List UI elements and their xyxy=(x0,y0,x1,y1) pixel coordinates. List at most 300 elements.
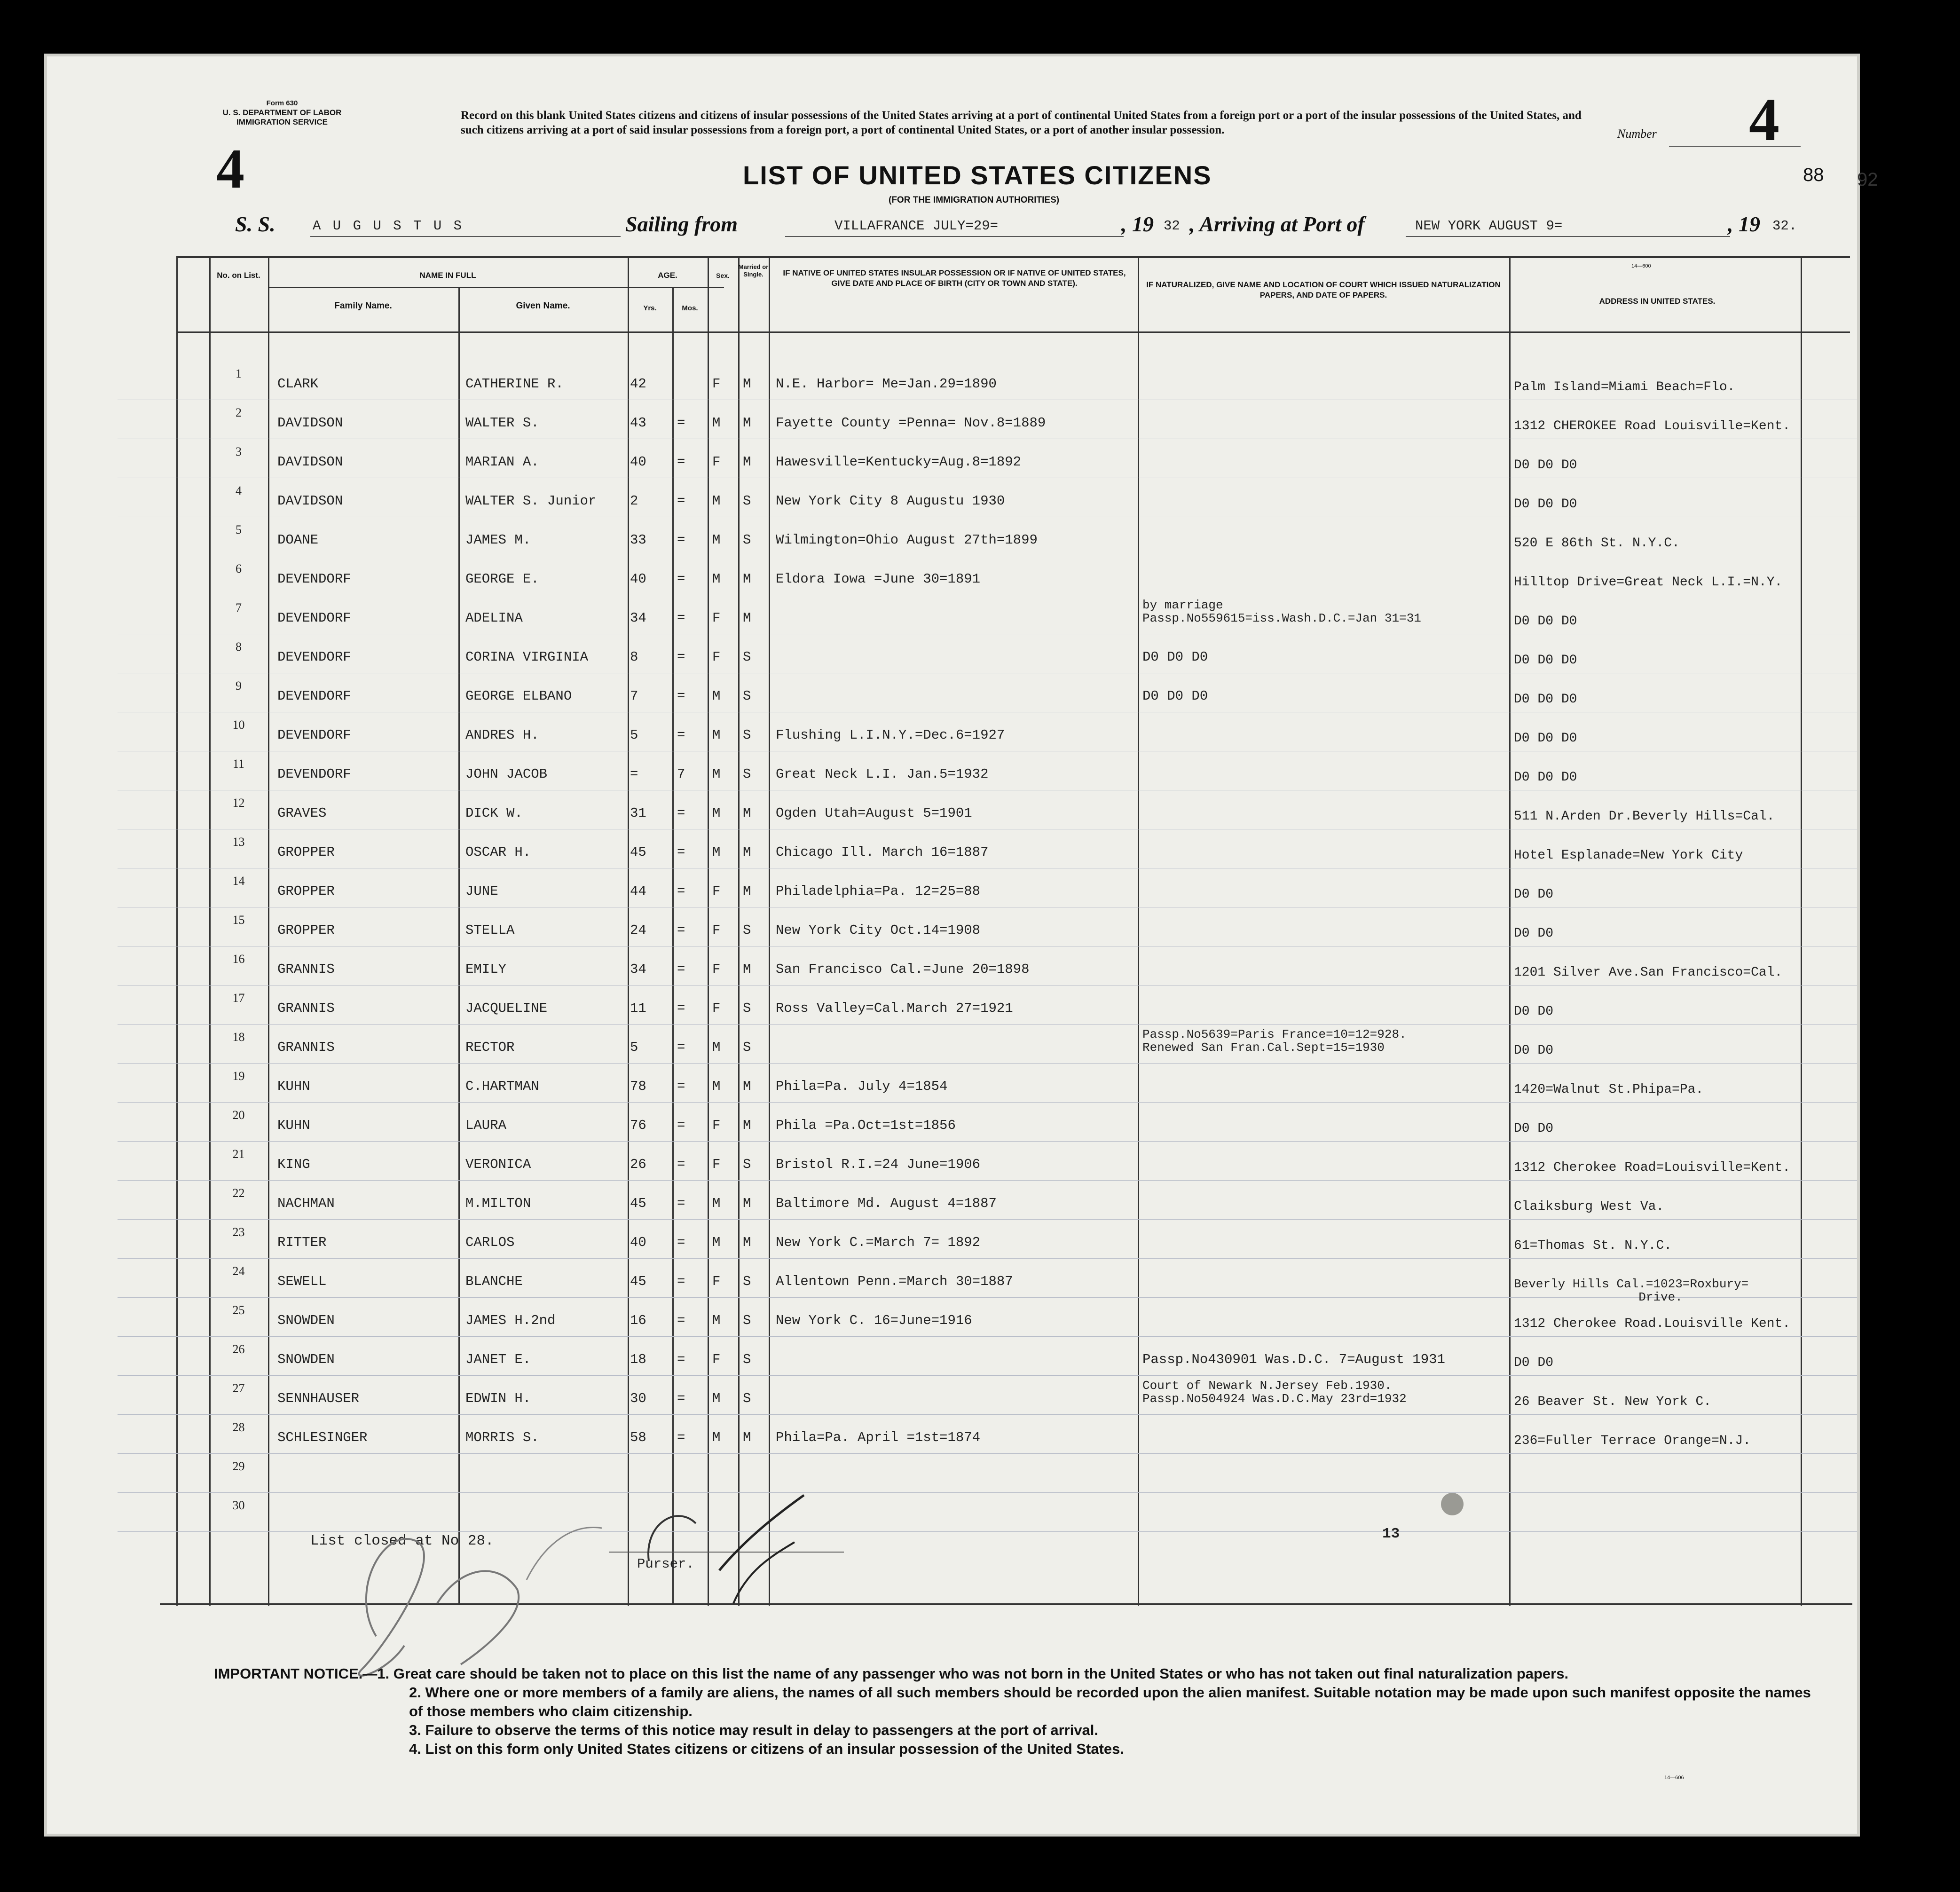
row-rule xyxy=(118,1102,1857,1103)
age-years: 31 xyxy=(630,805,646,821)
header-married-single: Married or Single. xyxy=(738,263,769,278)
ship-line xyxy=(310,236,621,237)
table-top-border xyxy=(176,256,1850,258)
age-months: = xyxy=(677,493,685,509)
given-name: CATHERINE R. xyxy=(465,376,564,392)
address: Beverly Hills Cal.=1023=Roxbury= Drive. xyxy=(1514,1277,1749,1304)
birth-info: San Francisco Cal.=June 20=1898 xyxy=(776,962,1030,977)
age-months: = xyxy=(677,1001,685,1016)
important-notice xyxy=(214,1664,1812,1758)
age-months: = xyxy=(677,1079,685,1094)
address: 61=Thomas St. N.Y.C. xyxy=(1514,1238,1672,1253)
family-name: DEVENDORF xyxy=(277,766,351,782)
address: D0 D0 xyxy=(1514,887,1554,902)
family-name: DEVENDORF xyxy=(277,688,351,704)
address: 1312 Cherokee Road=Louisville=Kent. xyxy=(1514,1160,1791,1175)
given-name: VERONICA xyxy=(465,1157,531,1172)
left-list-number: 4 xyxy=(216,137,244,200)
marital-status: M xyxy=(743,571,751,587)
birth-info: Phila=Pa. July 4=1854 xyxy=(776,1079,948,1094)
col-line xyxy=(628,256,629,1606)
address: D0 D0 D0 xyxy=(1514,692,1577,707)
given-name: LAURA xyxy=(465,1118,507,1133)
row-rule xyxy=(118,1219,1857,1220)
family-name: SEWELL xyxy=(277,1274,327,1289)
age-months: = xyxy=(677,1157,685,1172)
address: D0 D0 xyxy=(1514,1004,1554,1019)
family-name: SNOWDEN xyxy=(277,1352,335,1367)
family-name: GROPPER xyxy=(277,922,335,938)
address: Palm Island=Miami Beach=Flo. xyxy=(1514,380,1735,394)
sex: F xyxy=(712,1157,721,1172)
age-years: 40 xyxy=(630,571,646,587)
address: D0 D0 D0 xyxy=(1514,614,1577,629)
notice-item: 3. Failure to observe the terms of this notice may result in delay to passengers at the port of arrival. xyxy=(409,1722,1099,1738)
header-given: Given Name. xyxy=(516,301,570,311)
given-name: EMILY xyxy=(465,962,507,977)
notice-form-code: 14—606 xyxy=(1664,1775,1684,1781)
header-family: Family Name. xyxy=(334,301,392,311)
row-number: 4 xyxy=(236,484,242,497)
naturalization-info: Passp.No430901 Was.D.C. 7=August 1931 xyxy=(1142,1352,1445,1367)
given-name: EDWIN H. xyxy=(465,1391,531,1406)
notice-text: 1. Great care should be taken not to place on this list the name of any passenger who was not born in the United States or who has not taken out final naturalization papers. xyxy=(377,1665,1569,1682)
birth-info: Ross Valley=Cal.March 27=1921 xyxy=(776,1001,1013,1016)
age-months: = xyxy=(677,805,685,821)
row-number: 16 xyxy=(232,952,245,966)
marital-status: S xyxy=(743,532,751,548)
row-number: 12 xyxy=(232,796,245,810)
row-number: 20 xyxy=(232,1108,245,1122)
family-name: GRAVES xyxy=(277,805,327,821)
given-name: JAMES M. xyxy=(465,532,531,548)
list-closed: List closed at No 28. xyxy=(310,1533,494,1549)
naturalization-info: D0 D0 D0 xyxy=(1142,649,1208,665)
age-years: 34 xyxy=(630,610,646,626)
age-years: 33 xyxy=(630,532,646,548)
arrival-year: 32. xyxy=(1772,218,1797,234)
sex: F xyxy=(712,649,721,665)
form-number: Form 630 xyxy=(266,99,298,107)
age-months: = xyxy=(677,454,685,470)
family-name: DAVIDSON xyxy=(277,415,343,431)
marital-status: S xyxy=(743,766,751,782)
marital-status: S xyxy=(743,1040,751,1055)
birth-info: Wilmington=Ohio August 27th=1899 xyxy=(776,532,1038,548)
family-name: DAVIDSON xyxy=(277,454,343,470)
family-name: SNOWDEN xyxy=(277,1313,335,1328)
family-name: GRANNIS xyxy=(277,962,335,977)
given-name: ADELINA xyxy=(465,610,523,626)
age-months: = xyxy=(677,922,685,938)
given-name: WALTER S. Junior xyxy=(465,493,597,509)
col-line xyxy=(268,256,269,1606)
age-years: 8 xyxy=(630,649,638,665)
age-months: = xyxy=(677,844,685,860)
age-years: 45 xyxy=(630,1274,646,1289)
address: 511 N.Arden Dr.Beverly Hills=Cal. xyxy=(1514,809,1775,824)
row-number: 5 xyxy=(236,523,242,536)
age-years: 40 xyxy=(630,1235,646,1250)
age-months: = xyxy=(677,415,685,431)
given-name: ANDRES H. xyxy=(465,727,539,743)
address: 1201 Silver Ave.San Francisco=Cal. xyxy=(1514,965,1783,980)
row-number: 3 xyxy=(236,445,242,458)
row-number: 13 xyxy=(232,835,245,849)
age-years: 34 xyxy=(630,962,646,977)
age-years: = xyxy=(630,766,638,782)
age-months: = xyxy=(677,1313,685,1328)
sex: M xyxy=(712,688,721,704)
age-months: = xyxy=(677,688,685,704)
row-number: 30 xyxy=(232,1498,245,1512)
naturalization-info: D0 D0 D0 xyxy=(1142,688,1208,704)
family-name: SCHLESINGER xyxy=(277,1430,368,1445)
given-name: GEORGE E. xyxy=(465,571,539,587)
row-number: 7 xyxy=(236,601,242,615)
birth-info: Phila =Pa.Oct=1st=1856 xyxy=(776,1118,956,1133)
birth-info: Bristol R.I.=24 June=1906 xyxy=(776,1157,981,1172)
header-name-in-full: NAME IN FULL xyxy=(419,271,476,280)
given-name: OSCAR H. xyxy=(465,844,531,860)
address: Claiksburg West Va. xyxy=(1514,1199,1664,1214)
age-years: 2 xyxy=(630,493,638,509)
address: 236=Fuller Terrace Orange=N.J. xyxy=(1514,1434,1751,1448)
marital-status: S xyxy=(743,1157,751,1172)
row-number: 25 xyxy=(232,1303,245,1317)
signature-scribbles xyxy=(320,1448,884,1702)
age-months: = xyxy=(677,649,685,665)
given-name: JOHN JACOB xyxy=(465,766,548,782)
family-name: RITTER xyxy=(277,1235,327,1250)
row-number: 11 xyxy=(232,757,245,771)
marital-status: M xyxy=(743,454,751,470)
col-line xyxy=(176,256,178,1606)
age-years: 24 xyxy=(630,922,646,938)
naturalization-info: Passp.No5639=Paris France=10=12=928. Renewed San Fran.Cal.Sept=15=1930 xyxy=(1142,1028,1407,1054)
purser-label: Purser. xyxy=(637,1556,694,1572)
ss-label: S. S. xyxy=(235,212,276,236)
sex: F xyxy=(712,376,721,392)
header-birth: IF NATIVE OF UNITED STATES INSULAR POSSESSION OR IF NATIVE OF UNITED STATES, GIVE DATE AND PLACE OF BIRTH (CITY OR TOWN AND STATE). xyxy=(783,268,1126,288)
age-years: 5 xyxy=(630,727,638,743)
sex: M xyxy=(712,1391,721,1406)
marital-status: S xyxy=(743,688,751,704)
birth-info: New York City Oct.14=1908 xyxy=(776,922,981,938)
marital-status: S xyxy=(743,1352,751,1367)
col-line xyxy=(738,256,740,1606)
number-value: 4 xyxy=(1749,86,1779,154)
birth-info: Hawesville=Kentucky=Aug.8=1892 xyxy=(776,454,1022,470)
birth-info: N.E. Harbor= Me=Jan.29=1890 xyxy=(776,376,997,392)
sex: F xyxy=(712,922,721,938)
row-number: 26 xyxy=(232,1342,245,1356)
page-subtitle: (FOR THE IMMIGRATION AUTHORITIES) xyxy=(889,195,1060,205)
marital-status: S xyxy=(743,922,751,938)
col-line xyxy=(1138,256,1139,1606)
age-years: 45 xyxy=(630,844,646,860)
marital-status: M xyxy=(743,376,751,392)
family-name: GROPPER xyxy=(277,883,335,899)
sex: M xyxy=(712,805,721,821)
number-label: Number xyxy=(1617,127,1657,141)
marital-status: M xyxy=(743,805,751,821)
sex: F xyxy=(712,454,721,470)
sex: M xyxy=(712,493,721,509)
header-mos: Mos. xyxy=(682,304,698,312)
corner-number: 92 xyxy=(1857,169,1878,190)
form-id-block xyxy=(202,99,362,127)
family-name: KUHN xyxy=(277,1118,310,1133)
given-name: RECTOR xyxy=(465,1040,515,1055)
row-number: 17 xyxy=(232,991,245,1005)
birth-info: New York City 8 Augustu 1930 xyxy=(776,493,1005,509)
marital-status: S xyxy=(743,649,751,665)
age-months: = xyxy=(677,1430,685,1445)
birth-info: Flushing L.I.N.Y.=Dec.6=1927 xyxy=(776,727,1005,743)
given-name: M.MILTON xyxy=(465,1196,531,1211)
age-months: = xyxy=(677,1040,685,1055)
row-number: 9 xyxy=(236,679,242,693)
row-number: 29 xyxy=(232,1459,245,1473)
given-name: CARLOS xyxy=(465,1235,515,1250)
form-code: 14—600 xyxy=(1631,263,1651,269)
age-years: 26 xyxy=(630,1157,646,1172)
header-bottom-border xyxy=(176,331,1850,333)
age-months: = xyxy=(677,883,685,899)
sex: M xyxy=(712,571,721,587)
age-years: 44 xyxy=(630,883,646,899)
address: 26 Beaver St. New York C. xyxy=(1514,1395,1712,1409)
address: D0 D0 D0 xyxy=(1514,770,1577,785)
arrival-year-prefix: , 19 xyxy=(1728,212,1760,236)
marital-status: M xyxy=(743,1430,751,1445)
birth-info: Great Neck L.I. Jan.5=1932 xyxy=(776,766,989,782)
age-months: = xyxy=(677,1196,685,1211)
sex: F xyxy=(712,1274,721,1289)
sex: F xyxy=(712,1001,721,1016)
sailing-from: VILLAFRANCE JULY=29= xyxy=(834,218,999,234)
binder-holes xyxy=(0,0,47,1892)
age-years: 58 xyxy=(630,1430,646,1445)
family-name: DEVENDORF xyxy=(277,727,351,743)
manifest-sheet xyxy=(47,56,1878,1834)
row-number: 19 xyxy=(232,1069,245,1083)
address: D0 D0 D0 xyxy=(1514,731,1577,746)
col-line xyxy=(769,256,770,1606)
arriving-label: , Arriving at Port of xyxy=(1189,212,1365,236)
age-months: = xyxy=(677,1391,685,1406)
marital-status: S xyxy=(743,1274,751,1289)
age-months: = xyxy=(677,1235,685,1250)
sex: F xyxy=(712,962,721,977)
row-number: 21 xyxy=(232,1147,245,1161)
given-name: GEORGE ELBANO xyxy=(465,688,572,704)
row-rule xyxy=(118,1180,1857,1181)
sex: F xyxy=(712,1118,721,1133)
seal-dot xyxy=(1441,1493,1464,1515)
marital-status: M xyxy=(743,844,751,860)
sailing-line xyxy=(785,236,1124,237)
sex: M xyxy=(712,766,721,782)
sex: F xyxy=(712,883,721,899)
birth-info: Philadelphia=Pa. 12=25=88 xyxy=(776,883,981,899)
family-name: GRANNIS xyxy=(277,1040,335,1055)
family-name: NACHMAN xyxy=(277,1196,335,1211)
birth-info: Eldora Iowa =June 30=1891 xyxy=(776,571,981,587)
header-sex: Sex. xyxy=(716,272,730,279)
row-number: 22 xyxy=(232,1186,245,1200)
family-name: DEVENDORF xyxy=(277,571,351,587)
given-name: MORRIS S. xyxy=(465,1430,539,1445)
ship-name: A U G U S T U S xyxy=(313,218,464,234)
address: 1420=Walnut St.Phipa=Pa. xyxy=(1514,1082,1704,1097)
given-name: JANET E. xyxy=(465,1352,531,1367)
row-rule xyxy=(118,1258,1857,1259)
arriving-port: NEW YORK AUGUST 9= xyxy=(1415,218,1563,234)
marital-status: S xyxy=(743,1391,751,1406)
notice-item: 2. Where one or more members of a family are aliens, the names of all such members should be recorded upon the alien manifest. Suitable notation may be made upon such manifest opposite the names of those members who claim citizenship. xyxy=(409,1684,1811,1719)
row-rule xyxy=(118,1336,1857,1337)
record-instruction: Record on this blank United States citizens and citizens of insular possessions of the United States arriving at a port of continental United States from a foreign port or a port of the insular possessions of the United States, and such citizens arriving at a port of said insular possessions from a foreign port, a port of continental United States, or a port of another insular possession. xyxy=(461,109,1582,136)
address: Hilltop Drive=Great Neck L.I.=N.Y. xyxy=(1514,575,1783,590)
address: D0 D0 D0 xyxy=(1514,653,1577,668)
age-years: 5 xyxy=(630,1040,638,1055)
marital-status: M xyxy=(743,610,751,626)
col-line xyxy=(708,256,709,1606)
address: Hotel Esplanade=New York City xyxy=(1514,848,1743,863)
address: D0 D0 xyxy=(1514,1121,1554,1136)
department: U. S. DEPARTMENT OF LABOR xyxy=(222,108,342,117)
family-name: KING xyxy=(277,1157,310,1172)
header-yrs: Yrs. xyxy=(643,304,657,312)
stamp-number: 13 xyxy=(1382,1526,1400,1542)
row-number: 24 xyxy=(232,1264,245,1278)
family-name: GRANNIS xyxy=(277,1001,335,1016)
birth-info: Fayette County =Penna= Nov.8=1889 xyxy=(776,415,1046,431)
given-name: DICK W. xyxy=(465,805,523,821)
birth-info: New York C.=March 7= 1892 xyxy=(776,1235,981,1250)
birth-info: Ogden Utah=August 5=1901 xyxy=(776,805,972,821)
address: D0 D0 xyxy=(1514,1356,1554,1370)
address: D0 D0 xyxy=(1514,926,1554,941)
row-rule xyxy=(118,1063,1857,1064)
row-number: 8 xyxy=(236,640,242,654)
given-name: JAMES H.2nd xyxy=(465,1313,556,1328)
marital-status: S xyxy=(743,1313,751,1328)
age-months: = xyxy=(677,610,685,626)
given-name: CORINA VIRGINIA xyxy=(465,649,589,665)
age-years: 43 xyxy=(630,415,646,431)
row-number: 10 xyxy=(232,718,245,732)
marital-status: M xyxy=(743,1196,751,1211)
subheader-line xyxy=(268,287,724,288)
sex: M xyxy=(712,844,721,860)
birth-info: New York C. 16=June=1916 xyxy=(776,1313,972,1328)
address: 1312 CHEROKEE Road Louisville=Kent. xyxy=(1514,419,1791,434)
header-age: AGE. xyxy=(658,271,677,280)
sex: M xyxy=(712,1313,721,1328)
service: IMMIGRATION SERVICE xyxy=(236,118,328,126)
marital-status: S xyxy=(743,493,751,509)
given-name: C.HARTMAN xyxy=(465,1079,539,1094)
voyage-line xyxy=(235,212,1834,244)
given-name: BLANCHE xyxy=(465,1274,523,1289)
sex: M xyxy=(712,1430,721,1445)
marital-status: M xyxy=(743,415,751,431)
sailing-year: 32 xyxy=(1164,218,1180,234)
age-years: 42 xyxy=(630,376,646,392)
marital-status: M xyxy=(743,883,751,899)
sex: M xyxy=(712,532,721,548)
corner-number: 88 xyxy=(1803,165,1824,185)
marital-status: M xyxy=(743,1118,751,1133)
family-name: SENNHAUSER xyxy=(277,1391,360,1406)
age-months: 7 xyxy=(677,766,685,782)
given-name: STELLA xyxy=(465,922,515,938)
naturalization-info: by marriage Passp.No559615=iss.Wash.D.C.=Jan 31=31 xyxy=(1142,599,1421,625)
address: D0 D0 D0 xyxy=(1514,458,1577,473)
family-name: DAVIDSON xyxy=(277,493,343,509)
row-number: 14 xyxy=(232,874,245,888)
family-name: DEVENDORF xyxy=(277,610,351,626)
sex: F xyxy=(712,1352,721,1367)
birth-info: Phila=Pa. April =1st=1874 xyxy=(776,1430,981,1445)
marital-status: M xyxy=(743,1079,751,1094)
header-address: ADDRESS IN UNITED STATES. xyxy=(1599,297,1716,306)
row-number: 18 xyxy=(232,1030,245,1044)
family-name: DEVENDORF xyxy=(277,649,351,665)
row-number: 1 xyxy=(236,367,242,380)
naturalization-info: Court of Newark N.Jersey Feb.1930. Passp.No504924 Was.D.C.May 23rd=1932 xyxy=(1142,1379,1407,1405)
row-number: 15 xyxy=(232,913,245,927)
notice-item: 4. List on this form only United States citizens or citizens of an insular possession of the United States. xyxy=(409,1741,1124,1757)
row-rule xyxy=(118,1375,1857,1376)
given-name: WALTER S. xyxy=(465,415,539,431)
family-name: GROPPER xyxy=(277,844,335,860)
age-months: = xyxy=(677,1118,685,1133)
address: 520 E 86th St. N.Y.C. xyxy=(1514,536,1680,551)
header-naturalized: IF NATURALIZED, GIVE NAME AND LOCATION OF COURT WHICH ISSUED NATURALIZATION PAPERS, AND DATE OF PAPERS. xyxy=(1146,280,1501,300)
sex: M xyxy=(712,727,721,743)
sailing-label: Sailing from xyxy=(625,212,738,236)
age-years: 16 xyxy=(630,1313,646,1328)
header-no: No. on List. xyxy=(217,271,260,280)
marital-status: M xyxy=(743,962,751,977)
age-years: 30 xyxy=(630,1391,646,1406)
given-name: JUNE xyxy=(465,883,498,899)
row-number: 28 xyxy=(232,1420,245,1434)
age-years: 78 xyxy=(630,1079,646,1094)
sex: M xyxy=(712,1079,721,1094)
age-years: 7 xyxy=(630,688,638,704)
birth-info: Baltimore Md. August 4=1887 xyxy=(776,1196,997,1211)
age-months: = xyxy=(677,571,685,587)
age-months: = xyxy=(677,532,685,548)
address: 1312 Cherokee Road.Louisville Kent. xyxy=(1514,1317,1791,1331)
given-name: MARIAN A. xyxy=(465,454,539,470)
sex: M xyxy=(712,415,721,431)
sex: M xyxy=(712,1040,721,1055)
age-years: 45 xyxy=(630,1196,646,1211)
address: D0 D0 D0 xyxy=(1514,497,1577,512)
birth-info: Chicago Ill. March 16=1887 xyxy=(776,844,989,860)
age-months: = xyxy=(677,962,685,977)
age-years: 76 xyxy=(630,1118,646,1133)
family-name: CLARK xyxy=(277,376,319,392)
col-line xyxy=(1509,256,1511,1606)
age-years: 40 xyxy=(630,454,646,470)
